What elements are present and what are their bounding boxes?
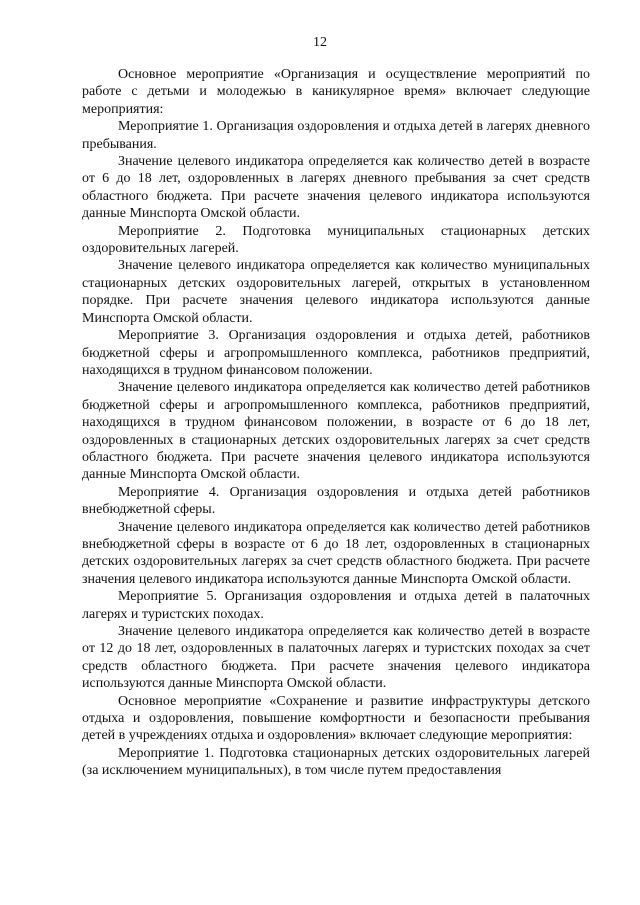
paragraph-indicator-municipal-camps: Значение целевого индикатора определяется как количество муниципальных стационарных детских оздоровительных лагерей, открытых в установленном порядке. При расчете значения целевого индикатора используются данные Минспорта Омской области. <box>82 258 590 326</box>
paragraph-main-event-vacation: Основное мероприятие «Организация и осуществление мероприятий по работе с детьми и молодежью в каникулярное время» включает следующие мероприятия: <box>82 67 590 117</box>
paragraph-indicator-budget-workers: Значение целевого индикатора определяется как количество детей работников бюджетной сферы и агропромышленного комплекса, работников предприятий, находящихся в трудном финансовом положении, в возрасте от 6 до 18 лет, оздоровленных в стационарных детских оздоровительных лагерях за счет средств областного бюджета. При расчете значения целевого индикатора используются данные Минспорта Омской области. <box>82 380 590 483</box>
paragraph-event-2-municipal-camps: Мероприятие 2. Подготовка муниципальных стационарных детских оздоровительных лагерей. <box>82 223 590 257</box>
paragraph-event-4-nonbudget-workers: Мероприятие 4. Организация оздоровления и отдыха детей работников внебюджетной сферы. <box>82 484 590 518</box>
paragraph-event-1-day-camps: Мероприятие 1. Организация оздоровления и отдыха детей в лагерях дневного пребывания. <box>82 119 590 152</box>
paragraph-event-3-budget-workers: Мероприятие 3. Организация оздоровления и отдыха детей, работников бюджетной сферы и агропромышленного комплекса, работников предприятий, находящихся в трудном финансовом положении. <box>82 328 590 378</box>
paragraph-event-1-stationary-camps: Мероприятие 1. Подготовка стационарных детских оздоровительных лагерей (за исключением муниципальных), в том числе путем предоставления <box>82 745 590 779</box>
paragraph-indicator-tent-camps: Значение целевого индикатора определяется как количество детей в возрасте от 12 до 18 лет, оздоровленных в палаточных лагерях и туристских походах за счет средств областного бюджета. При расчете значения целевого индикатора используются данные Минспорта Омской области. <box>82 624 590 692</box>
paragraph-event-5-tent-camps: Мероприятие 5. Организация оздоровления и отдыха детей в палаточных лагерях и туристских походах. <box>82 589 590 622</box>
paragraph-indicator-nonbudget-workers: Значение целевого индикатора определяется как количество детей работников внебюджетной сферы в возрасте от 6 до 18 лет, оздоровленных в стационарных детских оздоровительных лагерях за счет средств областного бюджета. При расчете значения целевого индикатора используются данные Минспорта Омской области. <box>82 519 590 587</box>
paragraph-indicator-day-camps: Значение целевого индикатора определяется как количество детей в возрасте от 6 до 18 лет, оздоровленных в лагерях дневного пребывания за счет средств областного бюджета. При расчете значения целевого индикатора используются данные Минспорта Омской области. <box>82 154 590 222</box>
page-number: 12 <box>313 35 327 50</box>
paragraph-main-event-infrastructure: Основное мероприятие «Сохранение и развитие инфраструктуры детского отдыха и оздоровления, повышение комфортности и безопасности пребывания детей в учреждениях отдыха и оздоровления» включает следующие мероприятия: <box>82 693 590 744</box>
document-body <box>82 66 590 780</box>
